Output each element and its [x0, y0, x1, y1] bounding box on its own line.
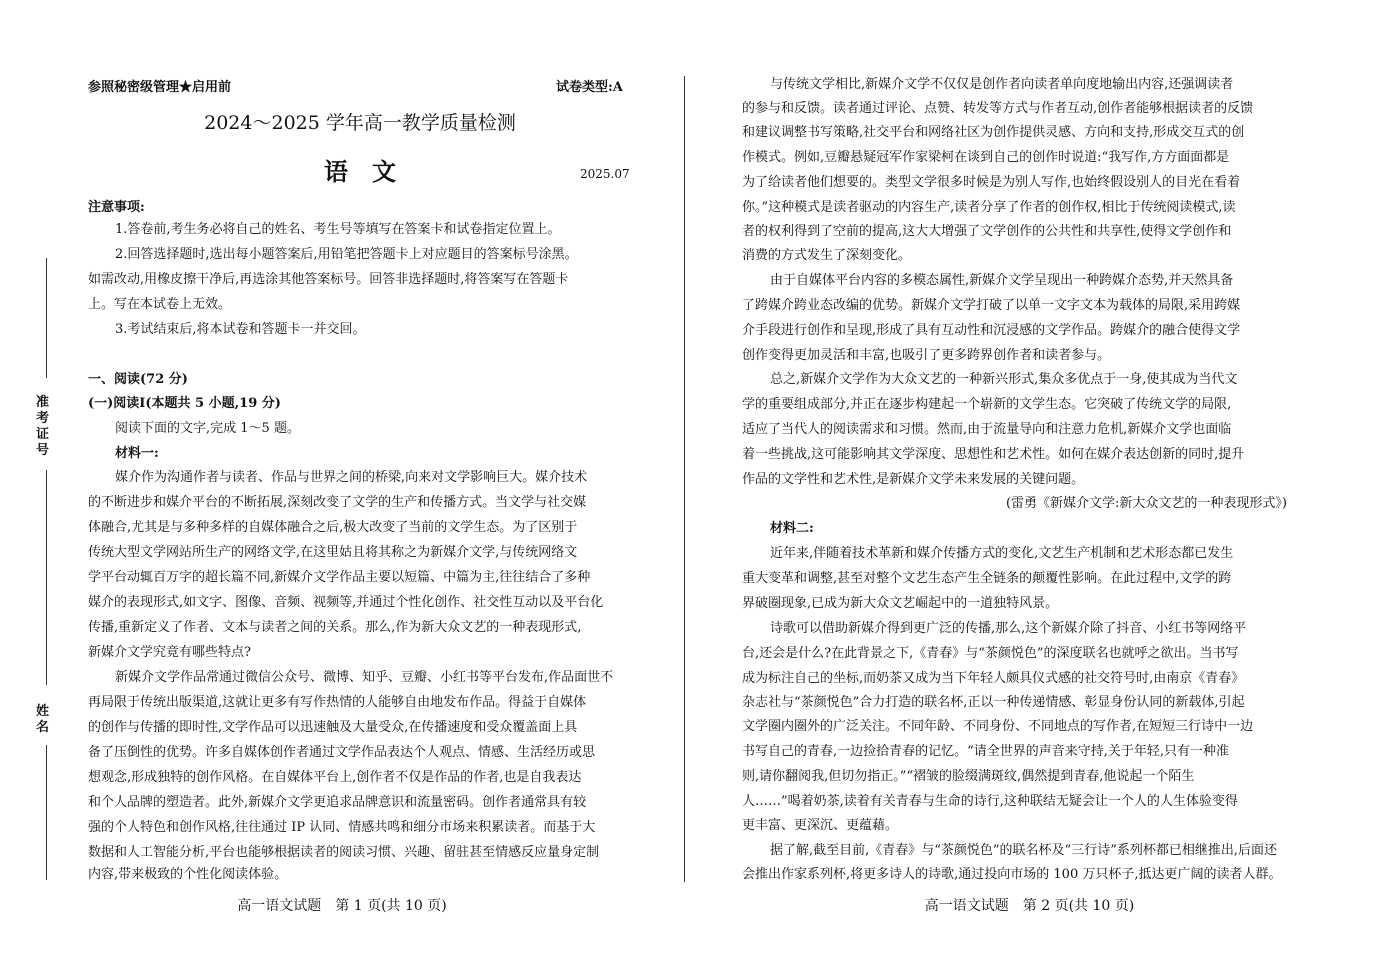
- body-line: 的创作与传播的即时性,文学作品可以迅速触及大量受众,在传播速度和受众覆盖面上具: [88, 720, 578, 735]
- body-line: 者的权利得到了空前的提高,这大大增强了文学创作的公共性和共享性,使得文学创作和: [742, 224, 1232, 239]
- body-line: 为了给读者他们想要的。类型文学很多时候是为别人写作,也始终假设别人的目光在看着: [742, 175, 1241, 190]
- body-line: 界破圈现象,已成为新大众文艺崛起中的一道独特风景。: [742, 596, 1059, 611]
- body-line: 传播,重新定义了作者、文本与读者之间的关系。那么,作为新大众文艺的一种表现形式,: [88, 620, 582, 635]
- body-line: 更丰富、更深沉、更蕴藉。: [742, 818, 899, 833]
- body-line: 诗歌可以借助新媒介得到更广泛的传播,那么,这个新媒介除了抖音、小红书等网络平: [770, 621, 1247, 636]
- body-line: 则,请你翻阅我,但切勿指正。”“褶皱的脸缀满斑纹,偶然提到青春,他说起一个陌生: [742, 769, 1195, 784]
- body-line: 会推出作家系列杯,将更多诗人的诗歌,通过投向市场的 100 万只杯子,抵达更广阔的读者人群。: [742, 867, 1282, 882]
- body-line: 人……”喝着奶茶,读着有关青春与生命的诗行,这种联结无疑会让一个人的人生体验变得: [742, 794, 1238, 809]
- note-line: 1.答卷前,考生务必将自己的姓名、考生号等填写在答案卡和试卷指定位置上。: [115, 222, 561, 237]
- source-citation: (雷勇《新媒介文学:新大众文艺的一种表现形式》): [1005, 496, 1287, 511]
- body-line: 你。”这种模式是读者驱动的内容生产,读者分享了作者的创作权,相比于传统阅读模式,读: [742, 200, 1236, 215]
- body-line: 想观念,形成独特的创作风格。在自媒体平台上,创作者不仅是作品的作者,也是自我表达: [88, 770, 582, 785]
- body-line: 学的重要组成部分,并正在逐步构建起一个崭新的文学生态。它突破了传统文学的局限,: [742, 397, 1232, 412]
- body-line: 强的个人特色和创作风格,往往通过 IP 认同、情感共鸣和细分市场来积累读者。而基于大: [88, 820, 596, 835]
- body-line: 介手段进行创作和呈现,形成了具有互动性和沉浸感的文学作品。跨媒介的融合使得文学: [742, 323, 1241, 338]
- body-line: 着一些挑战,这可能影响其文学深度、思想性和艺术性。如何在媒介表达创新的同时,提升: [742, 447, 1245, 462]
- subject-title: 语 文: [324, 157, 396, 186]
- material-1-label: 材料一:: [115, 446, 159, 461]
- body-line: 杂志社与“茶颜悦色”合力打造的联名杯,正以一种传递情感、彰显身份认同的新载体,引起: [742, 695, 1245, 710]
- page-1-footer: 高一语文试题 第 1 页(共 10 页): [237, 898, 447, 914]
- body-line: 媒介作为沟通作者与读者、作品与世界之间的桥梁,向来对文学影响巨大。媒介技术: [115, 470, 588, 485]
- body-line: 近年来,伴随着技术革新和媒介传播方式的变化,文艺生产机制和艺术形态都已发生: [770, 546, 1234, 561]
- body-line: 适应了当代人的阅读需求和习惯。然而,由于流量导向和注意力危机,新媒介文学也面临: [742, 422, 1232, 437]
- body-line: 创作变得更加灵活和丰富,也吸引了更多跨界创作者和读者参与。: [742, 348, 1111, 363]
- material-2-label: 材料二:: [770, 521, 814, 536]
- instruction: 阅读下面的文字,完成 1～5 题。: [115, 421, 300, 436]
- margin-line-top: [46, 258, 47, 378]
- body-line: 学平台动辄百万字的超长篇不同,新媒介文学作品主要以短篇、中篇为主,往往结合了多种: [88, 570, 591, 585]
- body-line: 文学圈内圈外的广泛关注。不同年龄、不同身份、不同地点的写作者,在短短三行诗中一边: [742, 719, 1254, 734]
- margin-line-bottom: [46, 745, 47, 880]
- body-line: 和个人品牌的塑造者。此外,新媒介文学更追求品牌意识和流量密码。创作者通常具有较: [88, 795, 587, 810]
- body-line: 媒介的表现形式,如文字、图像、音频、视频等,并通过个性化创作、社交性互动以及平台化: [88, 595, 604, 610]
- subsection-title: (一)阅读Ⅰ(本题共 5 小题,19 分): [88, 396, 281, 411]
- exam-id-label: 准考证号: [36, 395, 50, 458]
- body-line: 内容,带来极致的个性化阅读体验。: [88, 867, 288, 882]
- body-line: 消费的方式发生了深刻变化。: [742, 248, 912, 263]
- body-line: 据了解,截至目前,《青春》与“茶颜悦色”的联名杯及“三行诗”系列杯都已相继推出,后面还: [770, 843, 1277, 858]
- note-line: 2.回答选择题时,选出每小题答案后,用铅笔把答题卡上对应题目的答案标号涂黑。: [115, 247, 578, 262]
- body-line: 传统大型文学网站所生产的网络文学,在这里姑且将其称之为新媒介文学,与传统网络文: [88, 545, 578, 560]
- note-line: 上。写在本试卷上无效。: [88, 297, 232, 312]
- notes-title: 注意事项:: [88, 200, 145, 215]
- body-line: 了跨媒介跨业态改编的优势。新媒介文学打破了以单一文字文本为载体的局限,采用跨媒: [742, 298, 1241, 313]
- body-line: 总之,新媒介文学作为大众文艺的一种新兴形式,集众多优点于一身,使其成为当代文: [770, 372, 1238, 387]
- confidential-label: 参照秘密级管理★启用前: [88, 80, 232, 95]
- body-line: 再局限于传统出版渠道,这就让更多有写作热情的人能够自由地发布作品。得益于自媒体: [88, 695, 587, 710]
- body-line: 成为标注自己的坐标,而奶茶又成为当下年轻人颇具仪式感的社交符号时,由南京《青春》: [742, 671, 1245, 686]
- body-line: 台,还会是什么?在此背景之下,《青春》与“茶颜悦色”的深度联名也就呼之欲出。当书写: [742, 646, 1239, 661]
- body-line: 数据和人工智能分析,平台也能够根据读者的阅读习惯、兴趣、留驻甚至情感反应量身定制: [88, 845, 600, 860]
- body-line: 重大变革和调整,甚至对整个文艺生态产生全链条的颠覆性影响。在此过程中,文学的跨: [742, 571, 1232, 586]
- note-line: 3.考试结束后,将本试卷和答题卡一并交回。: [115, 322, 366, 337]
- body-line: 新媒介文学作品常通过微信公众号、微博、知乎、豆瓣、小红书等平台发布,作品面世不: [115, 670, 614, 685]
- body-line: 体融合,尤其是与多种多样的自媒体融合之后,极大改变了当前的文学生态。为了区别于: [88, 520, 578, 535]
- name-label: 姓名: [36, 704, 50, 735]
- body-line: 与传统文学相比,新媒介文学不仅仅是创作者向读者单向度地输出内容,还强调读者: [770, 77, 1234, 92]
- body-line: 由于自媒体平台内容的多模态属性,新媒介文学呈现出一种跨媒介态势,并天然具备: [770, 273, 1234, 288]
- body-line: 书写自己的青春,一边捡拾青春的记忆。“请全世界的声音来守持,关于年轻,只有一种准: [742, 744, 1230, 759]
- body-line: 备了压倒性的优势。许多自媒体创作者通过文学作品表达个人观点、情感、生活经历或思: [88, 745, 596, 760]
- exam-date: 2025.07: [580, 167, 630, 181]
- body-line: 的参与和反馈。读者通过评论、点赞、转发等方式与作者互动,创作者能够根据读者的反馈: [742, 101, 1254, 116]
- exam-title: 2024～2025 学年高一教学质量检测: [204, 112, 516, 134]
- page-2-footer: 高一语文试题 第 2 页(共 10 页): [924, 898, 1135, 914]
- body-line: 的不断进步和媒介平台的不断拓展,深刻改变了文学的生产和传播方式。当文学与社交媒: [88, 495, 587, 510]
- section-title: 一、阅读(72 分): [88, 372, 188, 387]
- margin-line-middle: [46, 470, 47, 685]
- body-line: 新媒介文学究竟有哪些特点?: [88, 645, 251, 660]
- note-line: 如需改动,用橡皮擦干净后,再选涂其他答案标号。回答非选择题时,将答案写在答题卡: [88, 272, 569, 287]
- body-line: 和建议调整书写策略,社交平台和网络社区为创作提供灵感、方向和支持,形成交互式的创: [742, 125, 1245, 140]
- paper-type-label: 试卷类型:A: [556, 80, 623, 95]
- page-divider: [684, 76, 685, 882]
- body-line: 作品的文学性和艺术性,是新媒介文学未来发展的关键问题。: [742, 472, 1085, 487]
- body-line: 作模式。例如,豆瓣悬疑冠军作家梁柯在谈到自己的创作时说道:“我写作,方方面面都是: [742, 150, 1230, 165]
